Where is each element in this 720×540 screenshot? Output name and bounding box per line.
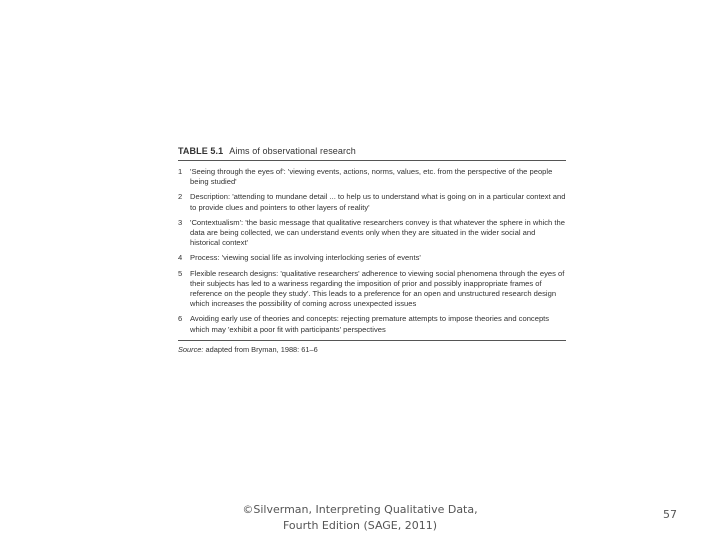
table-figure <box>178 145 566 355</box>
list-item <box>178 192 566 212</box>
source-label: Source: <box>178 344 204 354</box>
item-text: Process: 'viewing social life as involving interlocking series of events' <box>190 253 421 263</box>
table-bottom-rule <box>178 340 566 341</box>
table-top-rule <box>178 160 566 161</box>
footer-line-1: ©Silverman, Interpreting Qualitative Data, <box>242 503 478 516</box>
item-text: Flexible research designs: 'qualitative researchers' adherence to viewing social phenomena through the eyes of their subjects has led to a wariness regarding the imposition of prior and possibly inappropriate frames of reference on the people they study'. This leads to a preference for an open and unstructured research design which increases the possibility of coming across unexpected issues <box>190 268 565 309</box>
list-item <box>178 269 566 310</box>
item-text: 'Contextualism': 'the basic message that qualitative researchers convey is that whatever the sphere in which the data are being collected, we can understand events only when they are situated in the wider social and historical context' <box>190 217 565 248</box>
source-text: adapted from Bryman, 1988: 61–6 <box>205 344 318 354</box>
footer-copyright <box>230 502 490 534</box>
item-text: Avoiding early use of theories and concepts: rejecting premature attempts to impose theories and concepts which may 'exhibit a poor fit with participants' perspectives <box>190 314 550 334</box>
table-title-text: Aims of observational research <box>229 146 356 156</box>
table-title <box>178 145 566 157</box>
item-number: 3 <box>178 217 183 227</box>
list-item <box>178 167 566 187</box>
footer-line-2: Fourth Edition (SAGE, 2011) <box>282 519 438 532</box>
item-number: 2 <box>178 192 183 202</box>
item-number: 4 <box>178 253 183 263</box>
item-text: Description: 'attending to mundane detail ... to help us to understand what is going on in a particular context and to provide clues and pointers to other layers of reality' <box>190 192 566 212</box>
list-item <box>178 253 566 263</box>
item-text: 'Seeing through the eyes of': 'viewing events, actions, norms, values, etc. from the perspective of the people being studied' <box>190 167 553 187</box>
item-number: 5 <box>178 268 183 278</box>
list-item <box>178 314 566 334</box>
item-number: 6 <box>178 314 183 324</box>
aims-list <box>178 167 566 335</box>
page-number: 57 <box>663 508 677 521</box>
source-line <box>178 345 566 355</box>
item-number: 1 <box>178 167 183 176</box>
list-item <box>178 218 566 249</box>
table-label: TABLE 5.1 <box>178 146 224 156</box>
